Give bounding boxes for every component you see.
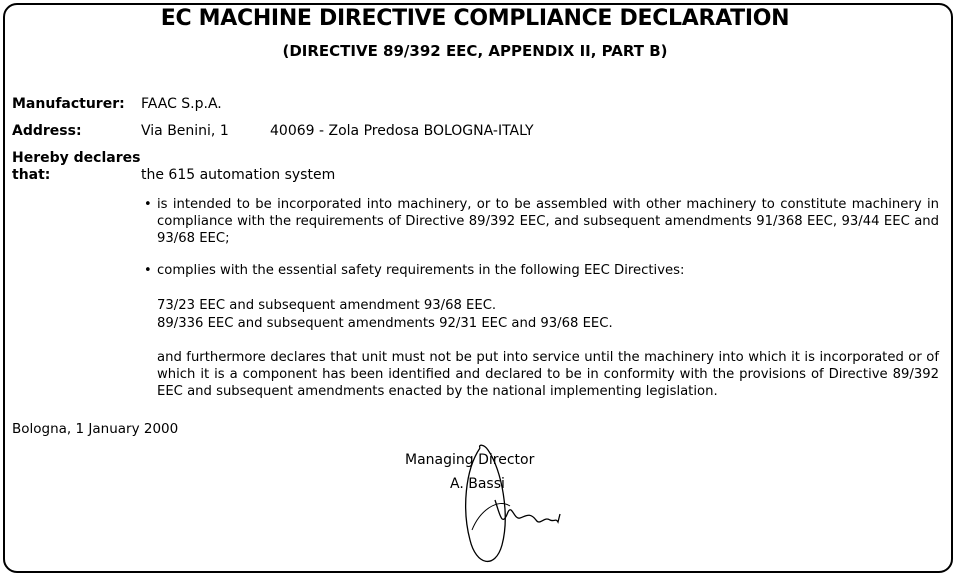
document-subtitle: (DIRECTIVE 89/392 EEC, APPENDIX II, PART B) bbox=[282, 42, 668, 60]
bullet-incorporation: is intended to be incorporated into machinery, or to be assembled with other machinery to constitute machinery in compliance with the requirements of Directive 89/392 EEC, and subsequent amendments 91/368 EEC, 93/44 EEC and 93/68 EEC; bbox=[157, 197, 939, 246]
address-city: 40069 - Zola Predosa BOLOGNA-ITALY bbox=[270, 123, 534, 139]
signatory-role: Managing Director bbox=[405, 452, 535, 468]
address-label: Address: bbox=[12, 123, 82, 139]
bullet-marker: • bbox=[144, 197, 152, 212]
handwritten-signature bbox=[440, 440, 570, 575]
address-street: Via Benini, 1 bbox=[141, 123, 229, 139]
manufacturer-label: Manufacturer: bbox=[12, 96, 125, 112]
declares-label-line2: that: bbox=[12, 167, 51, 183]
declares-value: the 615 automation system bbox=[141, 167, 336, 183]
bullet-compliance: complies with the essential safety requirements in the following EEC Directives: bbox=[157, 263, 685, 278]
directive-item: 89/336 EEC and subsequent amendments 92/31 EEC and 93/68 EEC. bbox=[157, 316, 613, 331]
signatory-name: A. Bassi bbox=[450, 476, 505, 492]
place-date: Bologna, 1 January 2000 bbox=[12, 421, 179, 437]
directive-item: 73/23 EEC and subsequent amendment 93/68 EEC. bbox=[157, 298, 497, 313]
bullet-marker: • bbox=[144, 263, 152, 278]
manufacturer-value: FAAC S.p.A. bbox=[141, 96, 222, 112]
furthermore-paragraph: and furthermore declares that unit must not be put into service until the machinery into which it is incorporated or of which it is a component has been identified and declared to be in conformity with the provisions of Directive 89/392 EEC and subsequent amendments enacted by the national implementing legislation. bbox=[157, 350, 939, 399]
document-title: EC MACHINE DIRECTIVE COMPLIANCE DECLARATION bbox=[160, 6, 790, 31]
declares-label-line1: Hereby declares bbox=[12, 150, 141, 166]
